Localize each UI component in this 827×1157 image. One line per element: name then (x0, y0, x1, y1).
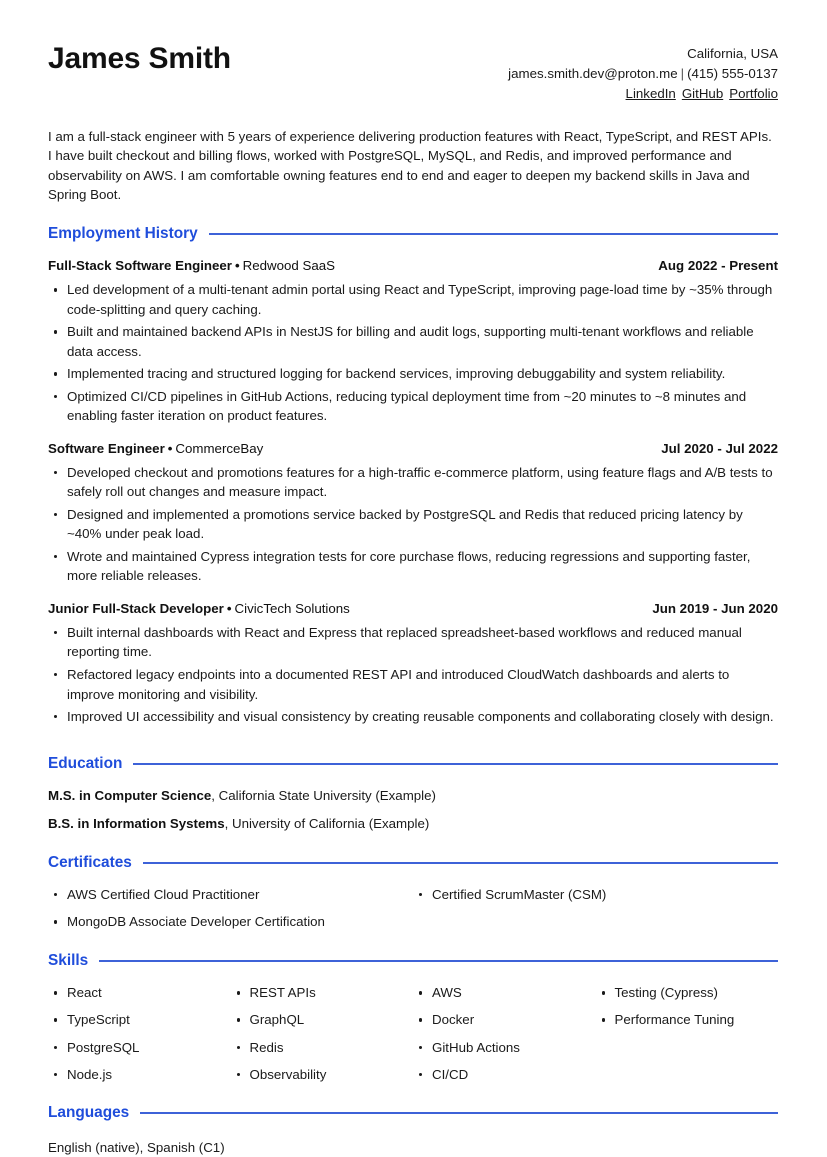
skill-item: GraphQL (231, 1010, 414, 1029)
job-header (48, 257, 778, 275)
section-title-education: Education (48, 754, 123, 772)
certificate-item: AWS Certified Cloud Practitioner (48, 885, 413, 904)
job-title: Software Engineer (48, 440, 165, 456)
skill-item: REST APIs (231, 983, 414, 1002)
education-item (48, 786, 778, 805)
certificates-list (413, 885, 778, 904)
resume-header (48, 36, 778, 105)
section-rule (140, 1112, 778, 1114)
skill-item: Testing (Cypress) (596, 983, 779, 1002)
skills-column (48, 983, 231, 1084)
education-list (48, 786, 778, 834)
section-title-employment: Employment History (48, 224, 198, 242)
skills-list (413, 983, 596, 1084)
skill-item: GitHub Actions (413, 1038, 596, 1057)
skill-item: AWS (413, 983, 596, 1002)
job-title: Full-Stack Software Engineer (48, 258, 232, 274)
job-separator-dot: • (226, 601, 232, 616)
section-header (48, 952, 778, 970)
education-degree: M.S. in Computer Science (48, 788, 212, 804)
job-dates: Jul 2020 - Jul 2022 (661, 440, 778, 456)
skill-item: TypeScript (48, 1010, 231, 1029)
job-entry (48, 600, 778, 727)
education-degree: B.S. in Information Systems (48, 816, 225, 832)
job-title-company (48, 440, 263, 458)
job-company: CommerceBay (175, 440, 264, 456)
skill-item: React (48, 983, 231, 1002)
job-bullet-list (48, 463, 778, 586)
section-header (48, 854, 778, 872)
skill-item: Node.js (48, 1065, 231, 1084)
contact-links (508, 84, 778, 104)
certificate-item: Certified ScrumMaster (CSM) (413, 885, 778, 904)
education-institution: , California State University (Example) (211, 788, 436, 804)
education-item (48, 814, 778, 833)
skills-list (231, 983, 414, 1084)
skills-column (596, 983, 779, 1084)
spacer (48, 727, 778, 735)
professional-summary: I am a full-stack engineer with 5 years of experience delivering production features with React, TypeScript, and REST APIs. I have built checkout and billing flows, worked with PostgreSQL, MySQL, and Redis, and improved performance and observability on AWS. I am comfortable owning features end to end and eager to deepen my backend skills in Java and Spring Boot. (48, 128, 772, 203)
section-rule (143, 862, 778, 864)
job-separator-dot: • (167, 440, 173, 456)
job-bullet: Refactored legacy endpoints into a documented REST API and introduced CloudWatch dashboards and alerts to improve monitoring and visibility. (48, 665, 778, 704)
section-rule (133, 763, 778, 765)
job-company: Redwood SaaS (242, 258, 336, 274)
skill-item: Observability (231, 1065, 414, 1084)
job-bullet: Improved UI accessibility and visual consistency by creating reusable components and collaborating closely with design. (48, 707, 778, 727)
contact-email-phone (508, 64, 778, 84)
section-rule (99, 960, 778, 962)
link-portfolio[interactable]: Portfolio (729, 86, 778, 102)
job-entry (48, 257, 778, 426)
job-header (48, 440, 778, 458)
contact-block (508, 42, 778, 105)
skills-list (596, 983, 779, 1030)
contact-location: California, USA (687, 46, 778, 61)
section-languages (48, 1104, 778, 1157)
skills-list (48, 983, 231, 1084)
section-title-certificates: Certificates (48, 853, 132, 871)
certificates-column (413, 885, 778, 932)
skill-item: Performance Tuning (596, 1010, 779, 1029)
job-bullet: Optimized CI/CD pipelines in GitHub Actions, reducing typical deployment time from ~20 minutes to ~8 minutes and enabling faster iteration on product features. (48, 387, 778, 426)
job-separator-dot: • (234, 258, 240, 274)
skill-item: Redis (231, 1038, 414, 1057)
section-header (48, 225, 778, 243)
job-bullet: Built and maintained backend APIs in NestJS for billing and audit logs, supporting multi-tenant workflows and reliable data access. (48, 322, 778, 361)
job-title-company (48, 257, 335, 275)
skills-column (413, 983, 596, 1084)
certificates-column (48, 885, 413, 932)
contact-separator: | (680, 66, 685, 82)
languages-text: English (native), Spanish (C1) (48, 1139, 225, 1155)
section-rule (209, 233, 778, 235)
certificate-item: MongoDB Associate Developer Certification (48, 912, 413, 931)
phone-text: (415) 555-0137 (687, 66, 778, 82)
section-certificates (48, 854, 778, 932)
job-header (48, 600, 778, 618)
link-linkedin[interactable]: LinkedIn (625, 86, 676, 102)
job-entry (48, 440, 778, 586)
job-bullet: Implemented tracing and structured logging for backend services, improving debuggability and system reliability. (48, 364, 778, 384)
job-bullet: Designed and implemented a promotions service backed by PostgreSQL and Redis that reduced pricing latency by ~40% under peak load. (48, 505, 778, 544)
link-github[interactable]: GitHub (681, 86, 724, 102)
job-title: Junior Full-Stack Developer (48, 601, 224, 616)
skills-grid (48, 983, 778, 1084)
section-header (48, 755, 778, 773)
section-title-languages: Languages (48, 1104, 130, 1122)
job-dates: Aug 2022 - Present (658, 258, 778, 274)
job-company: CivicTech Solutions (234, 601, 350, 616)
education-institution: , University of California (Example) (224, 816, 430, 832)
candidate-name: James Smith (48, 42, 231, 75)
section-skills (48, 952, 778, 1085)
skills-column (231, 983, 414, 1084)
job-bullet: Developed checkout and promotions features for a high-traffic e-commerce platform, using feature flags and A/B tests to safely roll out changes and measure impact. (48, 463, 778, 502)
certificates-list (48, 885, 413, 932)
job-bullet: Built internal dashboards with React and Express that replaced spreadsheet-based workflows and reduced manual reporting time. (48, 623, 778, 662)
job-bullet: Wrote and maintained Cypress integration tests for core purchase flows, reducing regressions and supporting faster, more reliable releases. (48, 547, 778, 586)
email-text: james.smith.dev@proton.me (508, 66, 678, 82)
job-dates: Jun 2019 - Jun 2020 (652, 601, 778, 616)
skill-item: PostgreSQL (48, 1038, 231, 1057)
job-bullet: Led development of a multi-tenant admin portal using React and TypeScript, improving page-load time by ~35% through code-splitting and query caching. (48, 280, 778, 319)
section-header (48, 1104, 778, 1122)
certificates-grid (48, 885, 778, 932)
job-bullet-list (48, 623, 778, 727)
section-education (48, 755, 778, 834)
skill-item: Docker (413, 1010, 596, 1029)
job-title-company (48, 600, 350, 618)
job-bullet-list (48, 280, 778, 426)
section-title-skills: Skills (48, 951, 89, 969)
skill-item: CI/CD (413, 1065, 596, 1084)
section-employment-history (48, 225, 778, 727)
